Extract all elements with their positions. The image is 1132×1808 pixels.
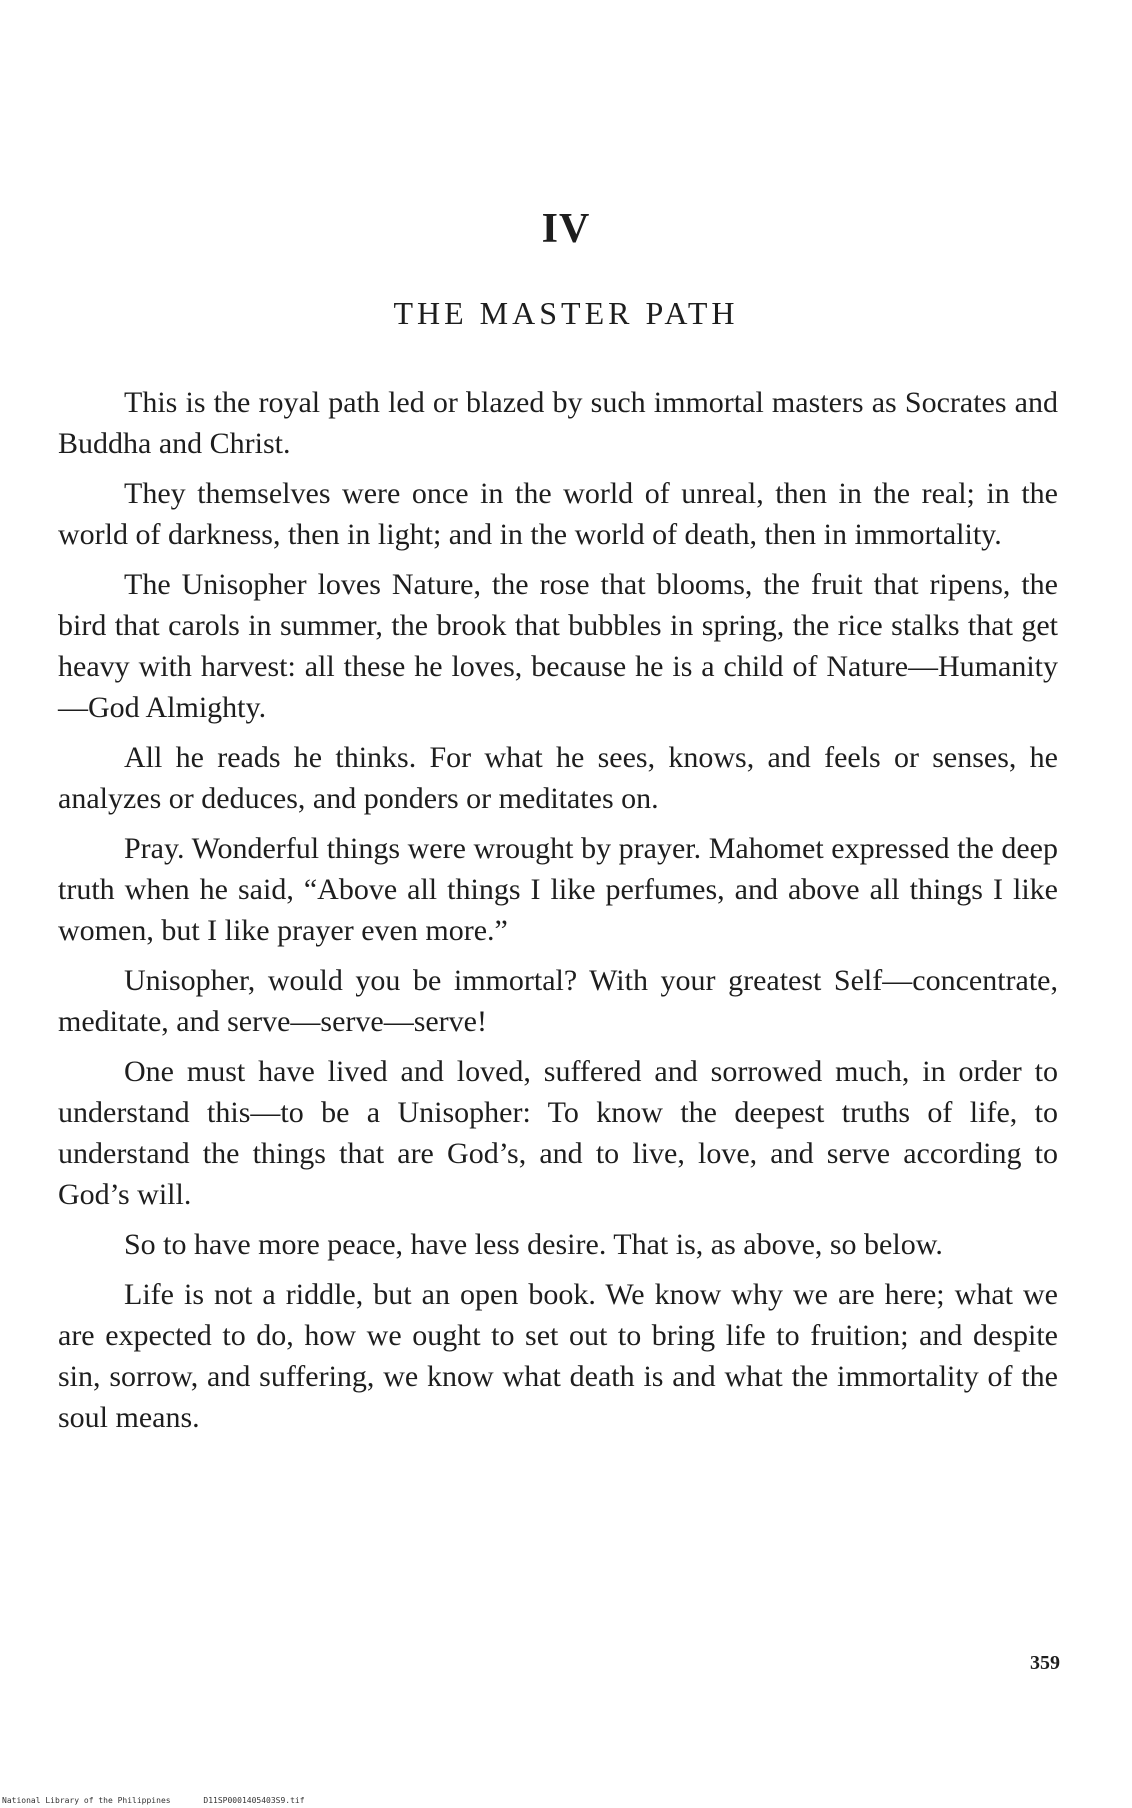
scan-source-footer (2, 1796, 333, 1806)
paragraph: They themselves were once in the world of unreal, then in the real; in the world of darkness, then in light; and in the world of death, then in immortality. (58, 477, 1058, 551)
paragraph: Life is not a riddle, but an open book. We know why we are here; what we are expected to do, how we ought to set out to bring life to fruition; and despite sin, sorrow, and suffering, we know what death is and what the immortality of the soul means. (58, 1278, 1058, 1434)
page-number: 359 (1030, 1652, 1060, 1674)
chapter-body (58, 382, 1058, 1447)
paragraph: This is the royal path led or blazed by such immortal masters as Socrates and Buddha and Christ. (58, 386, 1058, 460)
chapter-number: IV (541, 206, 591, 252)
paragraph: One must have lived and loved, suffered and sorrowed much, in order to understand this—to be a Unisopher: To know the deepest truths of life, to understand the things that are God’s, and to live, love, and serve according to God’s will. (58, 1055, 1058, 1211)
paragraph: The Unisopher loves Nature, the rose that blooms, the fruit that ripens, the bird that carols in summer, the brook that bubbles in spring, the rice stalks that get heavy with harvest: all these he loves, because he is a child of Nature—Humanity—God Almighty. (58, 568, 1058, 724)
chapter-title: THE MASTER PATH (393, 295, 739, 331)
paragraph: So to have more peace, have less desire. That is, as above, so below. (124, 1228, 943, 1261)
paragraph: Pray. Wonderful things were wrought by prayer. Mahomet expressed the deep truth when he said, “Above all things I like perfumes, and above all things I like women, but I like prayer even more.” (58, 832, 1058, 947)
paragraph: All he reads he thinks. For what he sees, knows, and feels or senses, he analyzes or deduces, and ponders or meditates on. (58, 741, 1058, 815)
paragraph: Unisopher, would you be immortal? With your greatest Self—concentrate, meditate, and serve—serve—serve! (58, 964, 1058, 1038)
footer-library: National Library of the Philippines (2, 1796, 171, 1805)
footer-file: D11SP0001405403S9.tif (203, 1796, 305, 1805)
